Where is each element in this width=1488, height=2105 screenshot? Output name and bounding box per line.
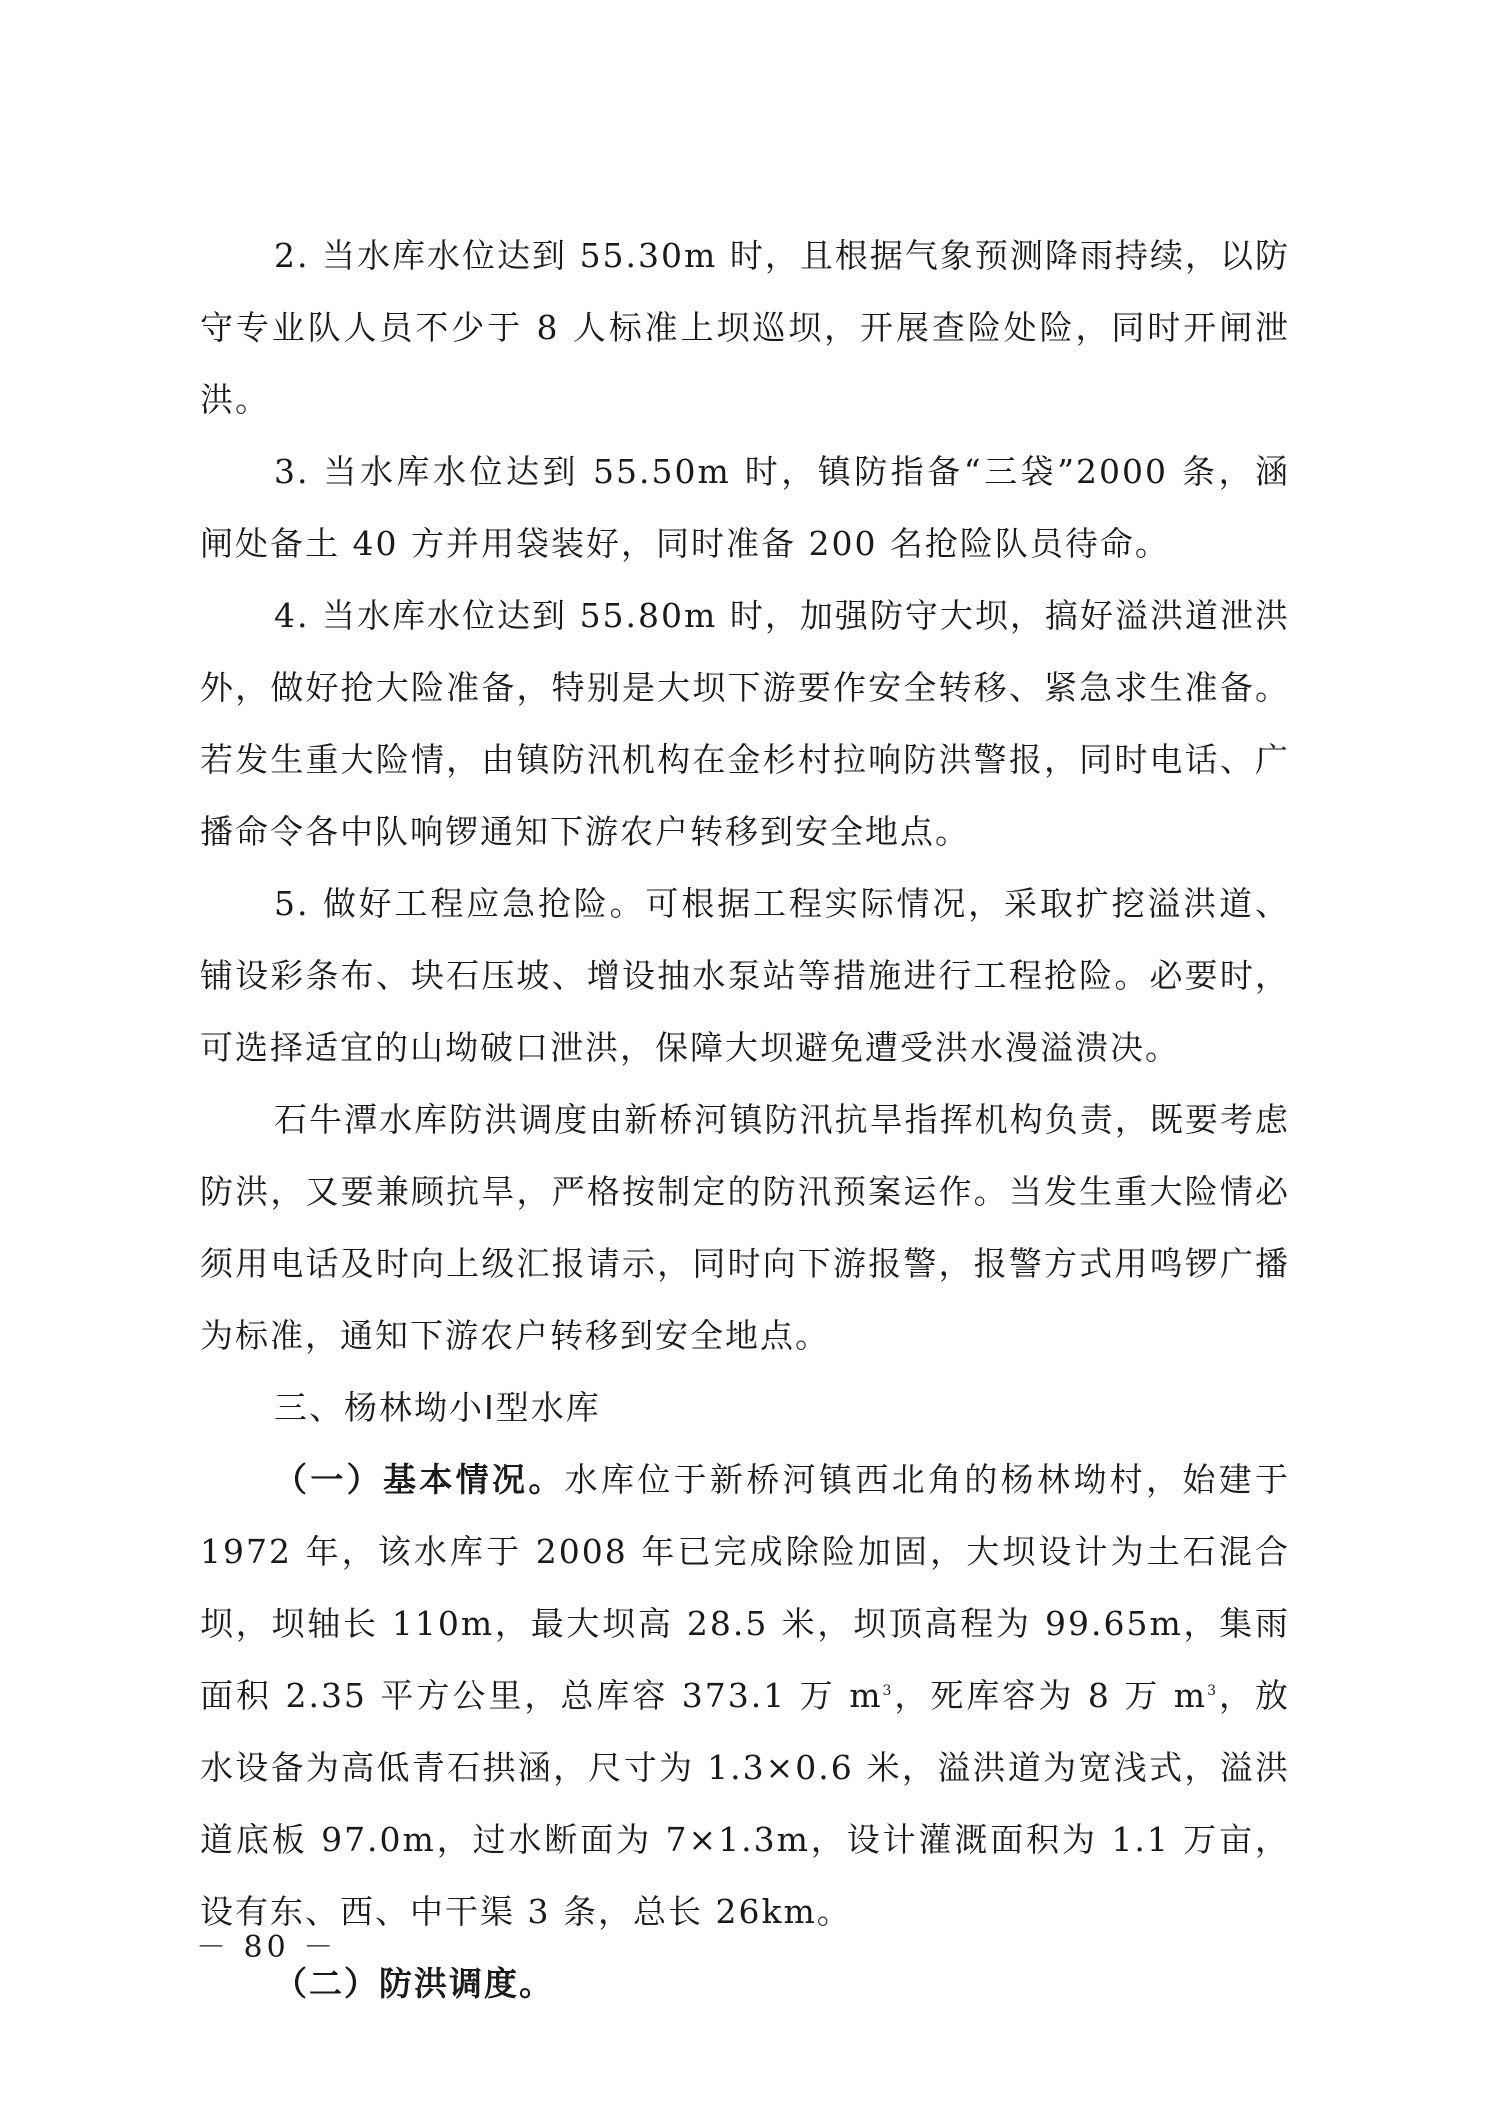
paragraph-item-2: 2. 当水库水位达到 55.30m 时，且根据气象预测降雨持续，以防守专业队人员不少于 8 人标准上坝巡坝，开展查险处险，同时开闸泄洪。 <box>200 236 1290 419</box>
basic-info-text-2: ，死库容为 8 万 m <box>893 1676 1208 1715</box>
page-number: － 80 － <box>196 1930 338 1965</box>
basic-info-text-1: 水库位于新桥河镇西北角的杨林坳村，始建于 1972 年，该水库于 2008 年已完成除险加固，大坝设计为土石混合坝，坝轴长 110m，最大坝高 28.5 米，坝顶高程为 99.65m，集雨面积 2.35 平方公里，总库容 373.1 万 m <box>200 1460 1291 1715</box>
basic-info-text-3: ，放水设备为高低青石拱涵，尺寸为 1.3×0.6 米，溢洪道为宽浅式，溢洪道底板 97.0m，过水断面为 7×1.3m，设计灌溉面积为 1.1 万亩，设有东、西、中干渠 3 条，总长 26km。 <box>200 1676 1290 1931</box>
cubic-superscript-1: 3 <box>882 1683 894 1699</box>
paragraph-item-5: 5. 做好工程应急抢险。可根据工程实际情况，采取扩挖溢洪道、铺设彩条布、块石压坡、增设抽水泵站等措施进行工程抢险。必要时，可选择适宜的山坳破口泄洪，保障大坝避免遭受洪水漫溢溃决。 <box>200 884 1290 1067</box>
basic-info-lead: （一）基本情况。 <box>274 1460 565 1499</box>
cubic-superscript-2: 3 <box>1207 1683 1219 1699</box>
paragraph-dispatch-summary: 石牛潭水库防洪调度由新桥河镇防汛抗旱指挥机构负责，既要考虑防洪，又要兼顾抗旱，严格按制定的防汛预案运作。当发生重大险情必须用电话及时向上级汇报请示，同时向下游报警，报警方式用鸣锣广播为标准，通知下游农户转移到安全地点。 <box>200 1100 1290 1355</box>
document-body <box>200 220 1290 2020</box>
section-title: 三、杨林坳小Ⅰ型水库 <box>274 1388 601 1427</box>
paragraph-item-3: 3. 当水库水位达到 55.50m 时，镇防指备“三袋”2000 条，涵闸处备土 40 方并用袋装好，同时准备 200 名抢险队员待命。 <box>200 452 1290 563</box>
basic-info-paragraph <box>200 1444 1290 1948</box>
paragraph-item-4: 4. 当水库水位达到 55.80m 时，加强防守大坝，搞好溢洪道泄洪外，做好抢大险准备，特别是大坝下游要作安全转移、紧急求生准备。若发生重大险情，由镇防汛机构在金杉村拉响防洪警报，同时电话、广播命令各中队响锣通知下游农户转移到安全地点。 <box>200 596 1290 851</box>
flood-dispatch-subheading: （二）防洪调度。 <box>274 1964 554 2003</box>
